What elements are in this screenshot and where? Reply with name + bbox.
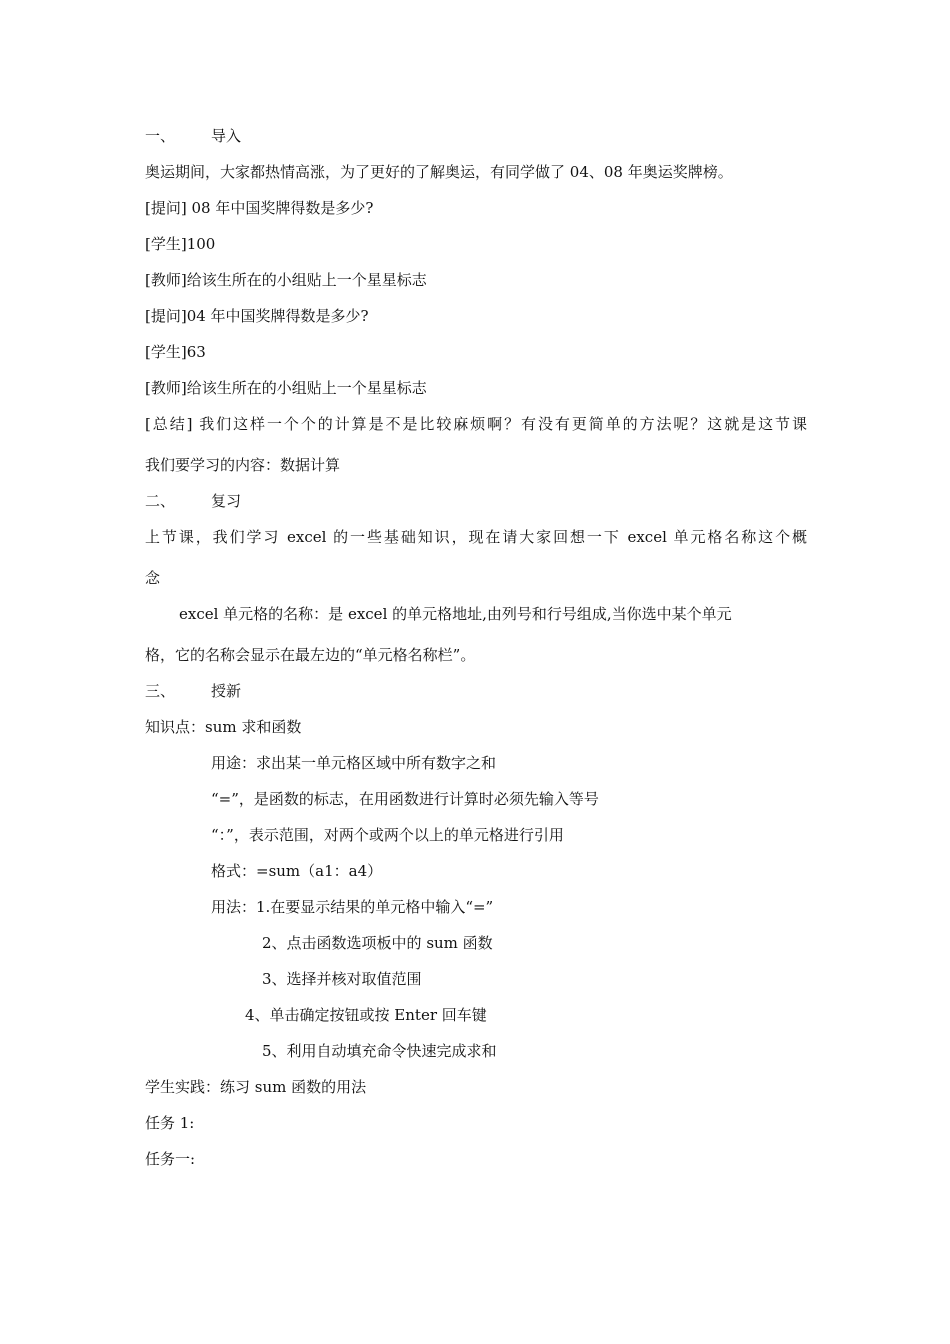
paragraph-line: [教师]给该生所在的小组贴上一个星星标志 xyxy=(145,379,427,397)
practice-line: 学生实践：练习 sum 函数的用法 xyxy=(145,1078,367,1096)
step-line: 用法：1.在要显示结果的单元格中输入“=” xyxy=(211,898,494,916)
section-title: 授新 xyxy=(211,682,242,700)
equals-note: “=”，是函数的标志，在用函数进行计算时必须先输入等号 xyxy=(211,790,599,808)
paragraph-line: [提问] 08 年中国奖牌得数是多少? xyxy=(145,199,374,217)
section-number: 一、 xyxy=(145,127,176,145)
task-label: 任务一: xyxy=(145,1150,196,1168)
paragraph-line: 念 xyxy=(145,569,161,587)
section-heading-intro xyxy=(145,126,241,146)
paragraph-line: [学生]100 xyxy=(145,235,216,253)
format-line: 格式：=sum（a1：a4） xyxy=(211,862,383,880)
paragraph-line: [提问]04 年中国奖牌得数是多少? xyxy=(145,307,369,325)
paragraph-line: 格，它的名称会显示在最左边的“单元格名称栏”。 xyxy=(145,646,476,664)
section-heading-review xyxy=(145,491,241,511)
usage-line: 用途：求出某一单元格区域中所有数字之和 xyxy=(211,754,497,772)
step-line: 5、利用自动填充命令快速完成求和 xyxy=(262,1042,497,1060)
colon-note: “：”，表示范围，对两个或两个以上的单元格进行引用 xyxy=(211,826,564,844)
section-heading-new-lesson xyxy=(145,681,241,701)
paragraph-line: excel 单元格的名称：是 excel 的单元格地址,由列号和行号组成,当你选中某个单元 xyxy=(179,605,732,623)
step-line: 2、点击函数选项板中的 sum 函数 xyxy=(262,934,493,952)
section-title: 复习 xyxy=(211,492,242,510)
paragraph-line: [学生]63 xyxy=(145,343,206,361)
paragraph-line: [总结] 我们这样一个个的计算是不是比较麻烦啊？有没有更简单的方法呢？这就是这节课 xyxy=(145,415,807,433)
paragraph-line: 我们要学习的内容：数据计算 xyxy=(145,456,341,474)
section-title: 导入 xyxy=(211,127,242,145)
paragraph-line: 上节课，我们学习 excel 的一些基础知识，现在请大家回想一下 excel 单元格名称这个概 xyxy=(145,528,807,546)
step-line: 3、选择并核对取值范围 xyxy=(262,970,422,988)
section-number: 二、 xyxy=(145,492,176,510)
paragraph-line: 奥运期间，大家都热情高涨，为了更好的了解奥运，有同学做了 04、08 年奥运奖牌榜。 xyxy=(145,163,733,181)
section-number: 三、 xyxy=(145,682,176,700)
step-line: 4、单击确定按钮或按 Enter 回车键 xyxy=(245,1006,487,1024)
task-label: 任务 1: xyxy=(145,1114,195,1132)
knowledge-point: 知识点：sum 求和函数 xyxy=(145,718,302,736)
paragraph-line: [教师]给该生所在的小组贴上一个星星标志 xyxy=(145,271,427,289)
